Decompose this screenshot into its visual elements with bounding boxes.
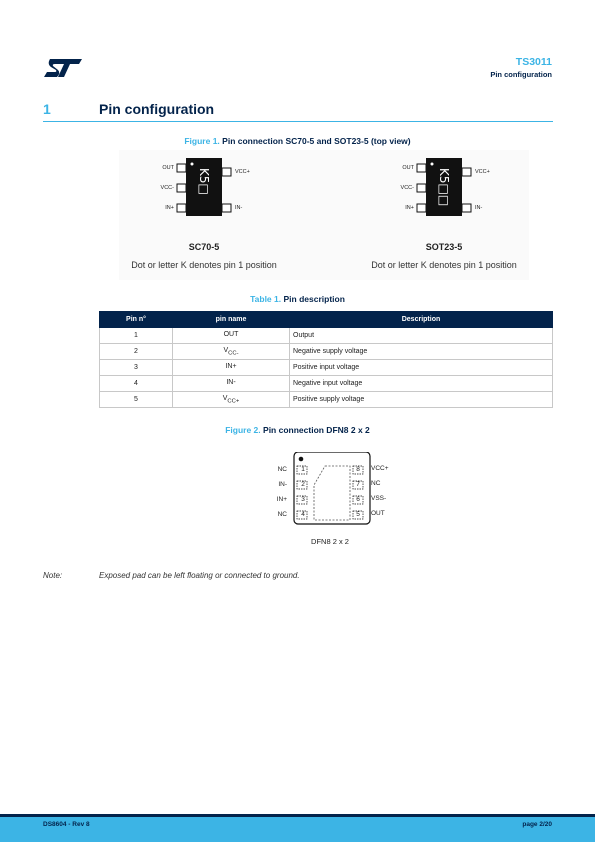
pin-name: $V_{CC-}$ <box>173 344 290 360</box>
pin-number: 1 <box>100 328 173 344</box>
pin-number: 3 <box>100 360 173 376</box>
sot23-pin-vcc-minus: VCC- <box>400 185 414 191</box>
sc70-pin-in-plus: IN+ <box>165 205 174 211</box>
footer-bar <box>0 817 595 842</box>
figure2-caption <box>0 425 595 435</box>
sot23-package-name: SOT23-5 <box>425 242 463 252</box>
sot23-marking: K5□□ <box>437 168 451 207</box>
note-label: Note: <box>43 571 63 580</box>
table-row <box>100 376 553 392</box>
dfn-pin2-name: IN- <box>278 481 287 488</box>
header-description: Description <box>290 312 553 328</box>
sc70-pin1-note: Dot or letter K denotes pin 1 position <box>131 260 277 270</box>
pin-number: 5 <box>100 392 173 408</box>
pin-description-table <box>99 311 553 408</box>
sot23-pin1-note: Dot or letter K denotes pin 1 position <box>371 260 517 270</box>
table-row <box>100 360 553 376</box>
dfn-pin5-number: 5 <box>356 511 360 518</box>
pin-description: Positive supply voltage <box>290 392 553 408</box>
pin-name: IN+ <box>173 360 290 376</box>
dfn-pin1-number: 1 <box>301 466 305 473</box>
figure2-label: Figure 2. <box>225 425 261 435</box>
dfn-pin1-name: NC <box>277 466 287 473</box>
dfn8-package-drawing <box>240 452 420 532</box>
package-sot23-5 <box>359 150 529 280</box>
sot23-pin-vcc-plus: VCC+ <box>475 169 490 175</box>
figure1-diagram <box>119 150 529 280</box>
pin-description: Output <box>290 328 553 344</box>
dfn-pin5-name: OUT <box>371 510 385 517</box>
document-section-name: Pin configuration <box>490 70 552 79</box>
figure1-label: Figure 1. <box>184 136 220 146</box>
section-title: Pin configuration <box>99 101 215 117</box>
section-number: 1 <box>43 101 51 117</box>
table-header-row <box>100 312 553 328</box>
page-number: page 2/20 <box>522 821 552 828</box>
dfn8-package-name: DFN8 2 x 2 <box>311 537 349 546</box>
figure1-title: Pin connection SC70-5 and SOT23-5 (top view) <box>222 136 411 146</box>
sot23-pin-out: OUT <box>402 165 414 171</box>
dfn-pin2-number: 2 <box>301 481 305 488</box>
dfn-pin6-number: 6 <box>356 496 360 503</box>
figure2-title: Pin connection DFN8 2 x 2 <box>263 425 370 435</box>
sc70-pin-in-minus: IN- <box>235 205 243 211</box>
pin-name: OUT <box>173 328 290 344</box>
document-title: TS3011 <box>515 56 552 68</box>
pin-description: Negative supply voltage <box>290 344 553 360</box>
figure1-caption <box>0 136 595 146</box>
dfn-pin7-number: 7 <box>356 481 360 488</box>
table1-title: Pin description <box>283 294 345 304</box>
table1-caption <box>0 294 595 304</box>
document-revision: DS8604 - Rev 8 <box>43 821 90 828</box>
dfn8-diagram <box>240 452 420 547</box>
header-pin-name: pin name <box>173 312 290 328</box>
pin-description: Positive input voltage <box>290 360 553 376</box>
pin-name: $V_{CC+}$ <box>173 392 290 408</box>
sc70-package-drawing <box>119 150 289 240</box>
section-divider <box>43 121 553 122</box>
package-sc70-5 <box>119 150 289 280</box>
note-text: Exposed pad can be left floating or connected to ground. <box>99 571 300 580</box>
pin-number: 4 <box>100 376 173 392</box>
dfn-pin8-number: 8 <box>356 466 360 473</box>
sc70-pin-vcc-plus: VCC+ <box>235 169 250 175</box>
table-row <box>100 328 553 344</box>
dfn-pin4-name: NC <box>277 511 287 518</box>
sot23-pin-in-plus: IN+ <box>405 205 414 211</box>
dfn-pin3-name: IN+ <box>276 496 287 503</box>
dfn-pin6-name: VSS- <box>371 495 387 502</box>
sc70-pin-out: OUT <box>162 165 174 171</box>
pin-description: Negative input voltage <box>290 376 553 392</box>
dfn-pin4-number: 4 <box>301 511 305 518</box>
table1-label: Table 1. <box>250 294 282 304</box>
pin-number: 2 <box>100 344 173 360</box>
sc70-marking: K5□ <box>197 168 211 195</box>
table-row <box>100 392 553 408</box>
pin-name: IN- <box>173 376 290 392</box>
table-row <box>100 344 553 360</box>
dfn-pin8-name: VCC+ <box>371 465 389 472</box>
dfn-pin3-number: 3 <box>301 496 305 503</box>
st-logo <box>42 56 84 80</box>
dfn-pin7-name: NC <box>371 480 381 487</box>
sc70-pin-vcc-minus: VCC- <box>160 185 174 191</box>
sot23-pin-in-minus: IN- <box>475 205 483 211</box>
sc70-package-name: SC70-5 <box>188 242 220 252</box>
header-pin-number: Pin n° <box>100 312 173 328</box>
